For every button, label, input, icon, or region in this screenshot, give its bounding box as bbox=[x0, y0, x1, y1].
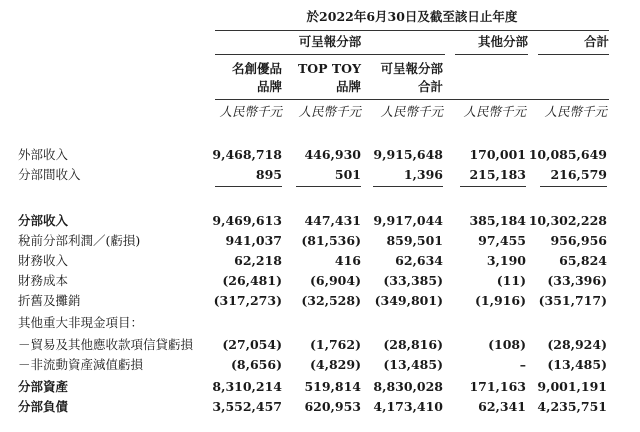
table-cell: 97,455 bbox=[478, 233, 526, 248]
row-label-finance-cost: 財務成本 bbox=[18, 273, 69, 288]
table-cell: 62,218 bbox=[234, 253, 282, 268]
table-cell: (33,385) bbox=[383, 273, 443, 288]
table-cell: 501 bbox=[334, 167, 361, 182]
table-cell: (317,273) bbox=[213, 293, 282, 308]
table-cell: (6,904) bbox=[310, 273, 361, 288]
total-header: 合計 bbox=[583, 34, 609, 49]
row-label-intersegment-revenue: 分部間收入 bbox=[18, 167, 81, 182]
table-cell: 3,190 bbox=[486, 253, 526, 268]
table-cell: (1,762) bbox=[310, 337, 361, 352]
table-cell: 416 bbox=[334, 253, 361, 268]
table-cell: (13,485) bbox=[547, 357, 607, 372]
table-cell: 215,183 bbox=[469, 167, 526, 182]
table-cell: 8,830,028 bbox=[373, 379, 443, 394]
table-cell: 9,001,191 bbox=[537, 379, 607, 394]
table-cell: 171,163 bbox=[469, 379, 526, 394]
table-cell: (11) bbox=[496, 273, 526, 288]
unit-col1: 人民幣千元 bbox=[219, 104, 282, 119]
table-cell: 4,173,410 bbox=[373, 399, 443, 414]
period-rule bbox=[215, 30, 609, 31]
table-cell: (26,481) bbox=[222, 273, 282, 288]
table-cell: (28,816) bbox=[383, 337, 443, 352]
table-cell: 9,468,718 bbox=[212, 147, 282, 162]
table-cell: (27,054) bbox=[222, 337, 282, 352]
table-cell: – bbox=[519, 357, 526, 372]
table-cell: 385,184 bbox=[469, 213, 526, 228]
unit-col4: 人民幣千元 bbox=[463, 104, 526, 119]
row-label-credit-losses: －貿易及其他應收款項信貸虧損 bbox=[18, 337, 194, 352]
col-toptoy-line1: TOP TOY bbox=[297, 61, 361, 76]
table-cell: 895 bbox=[255, 167, 282, 182]
table-cell: (81,536) bbox=[301, 233, 361, 248]
reportable-segments-header: 可呈報分部 bbox=[298, 34, 362, 49]
row-label-finance-income: 財務收入 bbox=[18, 253, 69, 268]
table-cell: 956,956 bbox=[550, 233, 607, 248]
row-label-external-revenue: 外部收入 bbox=[18, 147, 69, 162]
row-label-other-noncash: 其他重大非現金項目： bbox=[18, 315, 144, 330]
table-cell: (32,528) bbox=[301, 293, 361, 308]
table-cell: 170,001 bbox=[469, 147, 526, 162]
subtotal-rule bbox=[373, 186, 443, 187]
col-miniso-line2: 品牌 bbox=[256, 79, 282, 94]
table-cell: 447,431 bbox=[304, 213, 361, 228]
table-cell: 10,085,649 bbox=[528, 147, 607, 162]
table-cell: 65,824 bbox=[559, 253, 607, 268]
row-label-segment-assets: 分部資產 bbox=[18, 379, 69, 394]
table-cell: (28,924) bbox=[547, 337, 607, 352]
unit-col3: 人民幣千元 bbox=[380, 104, 443, 119]
period-header: 於2022年6月30日及截至該日止年度 bbox=[306, 9, 518, 24]
table-cell: 9,915,648 bbox=[373, 147, 443, 162]
subtotal-rule bbox=[460, 186, 526, 187]
other-segments-header: 其他分部 bbox=[477, 34, 528, 49]
row-label-impairment: －非流動資產減值虧損 bbox=[18, 357, 144, 372]
table-cell: 9,469,613 bbox=[212, 213, 282, 228]
table-cell: (13,485) bbox=[383, 357, 443, 372]
table-cell: (1,916) bbox=[475, 293, 526, 308]
table-cell: 216,579 bbox=[550, 167, 607, 182]
unit-col5: 人民幣千元 bbox=[544, 104, 607, 119]
table-cell: 62,341 bbox=[478, 399, 526, 414]
table-cell: 859,501 bbox=[386, 233, 443, 248]
col-reportable-total-line1: 可呈報分部 bbox=[380, 61, 443, 76]
col-reportable-total-line2: 合計 bbox=[417, 79, 443, 94]
table-cell: 941,037 bbox=[225, 233, 282, 248]
table-cell: 1,396 bbox=[403, 167, 443, 182]
subtotal-rule bbox=[215, 186, 282, 187]
subtotal-rule bbox=[296, 186, 361, 187]
table-cell: (33,396) bbox=[547, 273, 607, 288]
table-cell: (8,656) bbox=[231, 357, 282, 372]
table-cell: 9,917,044 bbox=[373, 213, 443, 228]
reportable-rule bbox=[215, 54, 445, 55]
subtotal-rule bbox=[540, 186, 607, 187]
table-cell: 8,310,214 bbox=[212, 379, 282, 394]
row-label-segment-revenue: 分部收入 bbox=[18, 213, 69, 228]
table-cell: 10,302,228 bbox=[528, 213, 607, 228]
col-miniso-line1: 名創優品 bbox=[231, 61, 282, 76]
unit-col2: 人民幣千元 bbox=[298, 104, 361, 119]
row-label-segment-profit: 稅前分部利潤／(虧損) bbox=[18, 233, 141, 248]
row-label-segment-liabilities: 分部負債 bbox=[18, 399, 69, 414]
table-cell: (4,829) bbox=[310, 357, 361, 372]
table-cell: 3,552,457 bbox=[212, 399, 282, 414]
table-cell: (349,801) bbox=[374, 293, 443, 308]
table-cell: 4,235,751 bbox=[537, 399, 607, 414]
table-cell: 519,814 bbox=[304, 379, 361, 394]
total-rule bbox=[538, 54, 609, 55]
table-cell: (351,717) bbox=[538, 293, 607, 308]
other-rule bbox=[455, 54, 528, 55]
table-cell: 62,634 bbox=[395, 253, 443, 268]
row-label-depreciation: 折舊及攤銷 bbox=[18, 293, 81, 308]
table-cell: 620,953 bbox=[304, 399, 361, 414]
col-toptoy-line2: 品牌 bbox=[335, 79, 361, 94]
units-top-rule bbox=[215, 99, 609, 100]
table-cell: (108) bbox=[488, 337, 526, 352]
table-cell: 446,930 bbox=[304, 147, 361, 162]
